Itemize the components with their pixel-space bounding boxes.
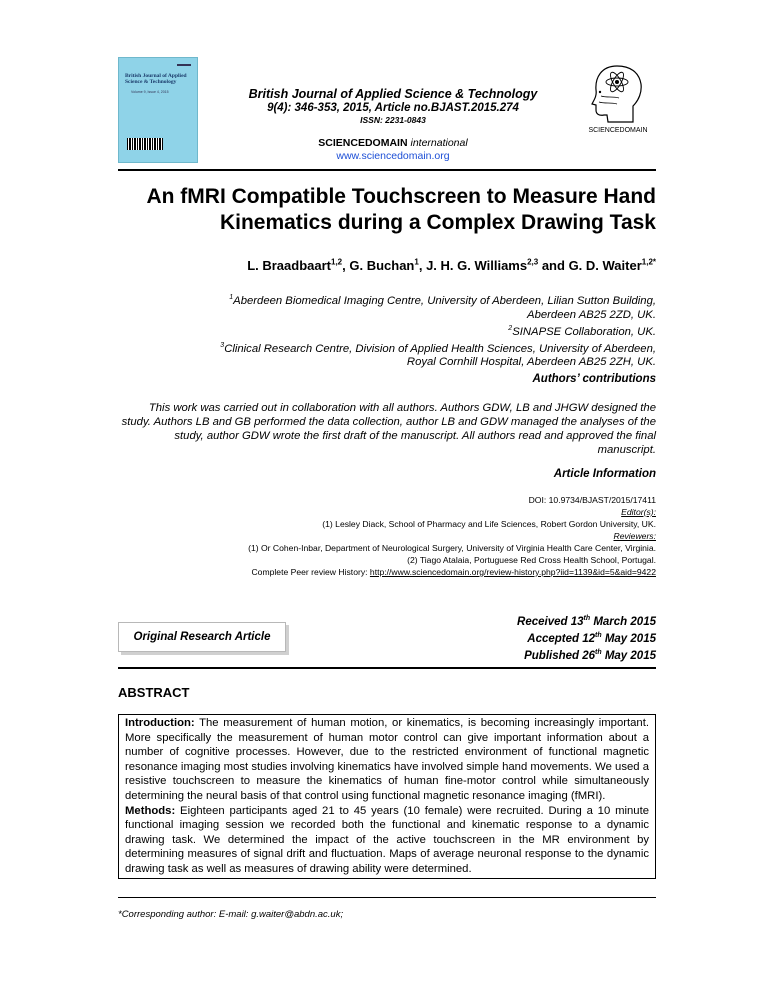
title-line-1: An fMRI Compatible Touchscreen to Measure Hand (146, 185, 656, 208)
journal-citation: 9(4): 346-353, 2015, Article no.BJAST.2015.274 (267, 102, 519, 114)
affiliation-1: $^1$Aberdeen Biomedical Imaging Centre, University of Aberdeen, Lilian Sutton Building, (229, 294, 656, 307)
reviewer-entry: (2) Tiago Atalaia, Portuguese Red Cross Health School, Portugal. (407, 555, 656, 565)
abstract-methods: Methods: Eighteen participants aged 21 to 45 years (10 female) were recruited. During a 10 minute functional imaging session we recorded both the functional and kinematic response to a dynamic drawing task. We determined the impact of the active touchscreen in the MR environment by determining measures of signal drift and fluctuation. Maps of average neuronal response to the dynamic drawing task as well as measures of drawing ability were determined. (125, 804, 653, 875)
reviewers-label: Reviewers: (613, 531, 656, 541)
published-date: Published 26th May 2015 (524, 648, 656, 662)
accepted-date: Accepted 12th May 2015 (527, 631, 656, 645)
logo-caption: SCIENCEDOMAIN (588, 127, 648, 134)
author-list (118, 258, 656, 273)
journal-issn: ISSN: 2231-0843 (360, 115, 426, 125)
author: L. Braadbaart$^{1,2}$, (247, 258, 350, 274)
corresponding-author-footnote: *Corresponding author: E-mail: g.waiter@abdn.ac.uk; (118, 909, 344, 920)
review-history-link[interactable]: http://www.sciencedomain.org/review-history.php?iid=1139&id=5&aid=9422 (369, 567, 656, 577)
cover-decoration (177, 64, 191, 66)
journal-name: British Journal of Applied Science & Technology (248, 87, 538, 101)
received-date: Received 13th March 2015 (517, 615, 656, 628)
publisher-suffix: international (410, 137, 468, 149)
article-type-badge: Original Research Article (118, 622, 286, 652)
contributions-heading: Authors’ contributions (532, 373, 656, 385)
abstract-heading: ABSTRACT (118, 685, 190, 700)
contributions-text: This work was carried out in collaboration with all authors. Authors GDW, LB and JHGW designed the study. Authors LB and GB performed the data collection, author LB and GDW managed the analyses of the study, author GDW wrote the first draft of the manuscript. All authors read and approved the final manuscript. (121, 402, 656, 456)
publisher-block (210, 137, 576, 163)
affiliation-2: $^2$SINAPSE Collaboration, UK. (508, 324, 656, 338)
reviewer-entry: (1) Or Cohen-Inbar, Department of Neurological Surgery, University of Virginia Health Care Center, Virginia. (248, 543, 656, 553)
article-dates (380, 612, 656, 662)
affiliation-3-cont: Royal Cornhill Hospital, Aberdeen AB25 2ZH, UK. (406, 356, 656, 369)
article-title (118, 184, 656, 236)
publisher-url[interactable]: www.sciencedomain.org (336, 150, 450, 162)
header-divider (118, 169, 656, 171)
publisher-name: SCIENCEDOMAIN (318, 137, 408, 149)
affiliation-1-cont: Aberdeen AB25 2ZD, UK. (527, 308, 656, 321)
title-line-2: Kinematics during a Complex Drawing Task (219, 211, 656, 234)
doi: DOI: 10.9734/BJAST/2015/17411 (528, 495, 656, 505)
review-history: Complete Peer review History: http://www.sciencedomain.org/review-history.php?iid=1139&id=5&aid=9422 (251, 567, 656, 577)
cover-barcode (127, 138, 163, 150)
abstract-box (118, 714, 656, 879)
author: G. D. Waiter$^{1,2*}$ (568, 258, 656, 274)
affiliation-3: $^3$Clinical Research Centre, Division of Applied Health Sciences, University of Aberdeen, (220, 341, 656, 355)
article-info (118, 494, 656, 578)
journal-cover-image (118, 57, 198, 163)
author: J. H. G. Williams$^{2,3}$ and (426, 258, 569, 274)
affiliations (118, 291, 656, 369)
author: G. Buchan$^1$, (349, 258, 427, 274)
section-divider (118, 667, 656, 669)
footnote-divider (118, 897, 656, 898)
editor-entry: (1) Lesley Diack, School of Pharmacy and Life Sciences, Robert Gordon University, UK. (322, 519, 656, 529)
editors-label: Editor(s): (621, 507, 656, 517)
sciencedomain-logo-icon (587, 62, 647, 124)
journal-header (210, 87, 576, 126)
cover-subtitle: Volume 9, Issue 4, 2015 (131, 90, 169, 94)
article-info-heading: Article Information (553, 468, 656, 480)
abstract-introduction: Introduction: The measurement of human motion, or kinematics, is becoming increasingly important. More specifically the measurement of human motor control can give important information about a number of cognitive processes. However, due to the restricted environment of functional magnetic resonance imaging most studies involving kinematics have involved simple hand movements. We used a resistive touchscreen to measure the kinematics of human fine-motor control while simultaneously determining the neural basis of that control using functional magnetic resonance imaging (fMRI). (125, 717, 653, 802)
cover-title: British Journal of Applied Science & Technology (125, 73, 187, 85)
